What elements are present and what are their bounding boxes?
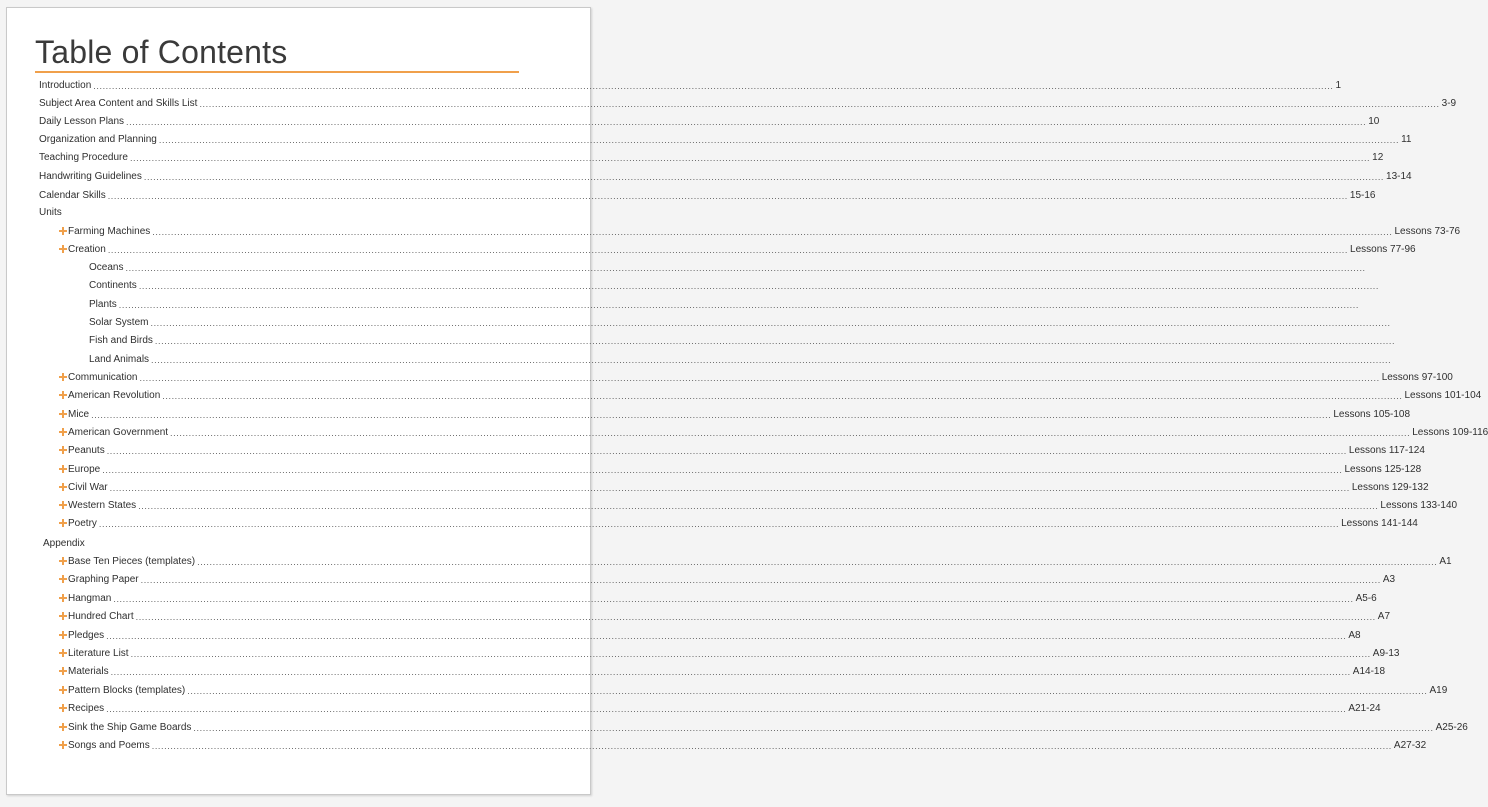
dot-leader: ................................................................................................................................................................................................................................................................................................................................................................................................................ bbox=[138, 281, 1380, 292]
dot-leader: ................................................................................................................................................................................................................................................................................................................................................................................................................ bbox=[91, 409, 1332, 420]
creation-subentry bbox=[77, 275, 1380, 292]
appendix-entry bbox=[59, 643, 1400, 659]
dot-leader: ................................................................................................................................................................................................................................................................................................................................................................................................................ bbox=[126, 117, 1367, 127]
entry-label: Solar System bbox=[89, 316, 149, 328]
unit-entry bbox=[59, 495, 1458, 512]
appendix-entry bbox=[59, 588, 1377, 604]
entry-label: Poetry bbox=[68, 518, 97, 530]
dot-leader: ................................................................................................................................................................................................................................................................................................................................................................................................................ bbox=[106, 446, 1347, 457]
dot-leader: ................................................................................................................................................................................................................................................................................................................................................................................................................ bbox=[193, 722, 1434, 733]
entry-label: Sink the Ship Game Boards bbox=[68, 721, 192, 733]
title-underline bbox=[35, 71, 519, 73]
dot-leader: ................................................................................................................................................................................................................................................................................................................................................................................................................ bbox=[113, 593, 1354, 604]
entry-page-number: A5-6 bbox=[1355, 592, 1377, 604]
entry-label: Hangman bbox=[68, 592, 112, 604]
dot-leader: ................................................................................................................................................................................................................................................................................................................................................................................................................ bbox=[197, 557, 1438, 567]
unit-entry bbox=[59, 221, 1461, 237]
appendix-entry bbox=[59, 551, 1452, 567]
unit-entry bbox=[59, 404, 1411, 420]
creation-subentry bbox=[77, 349, 1392, 365]
entry-page-number: A7 bbox=[1377, 611, 1391, 623]
dot-leader: ................................................................................................................................................................................................................................................................................................................................................................................................................ bbox=[140, 575, 1381, 586]
entry-label: Western States bbox=[68, 500, 137, 512]
dot-leader: ................................................................................................................................................................................................................................................................................................................................................................................................................ bbox=[106, 630, 1347, 641]
entry-label: Literature List bbox=[68, 648, 129, 659]
entry-label: American Government bbox=[68, 426, 169, 438]
entry-label: Teaching Procedure bbox=[39, 152, 128, 163]
toc-entry bbox=[39, 75, 1342, 91]
appendix-entry bbox=[59, 735, 1427, 751]
entry-label: Calendar Skills bbox=[39, 190, 106, 201]
appendix-entry bbox=[59, 680, 1448, 696]
appendix-entry bbox=[59, 717, 1468, 733]
entry-label: Peanuts bbox=[68, 445, 105, 457]
entry-page-number: Lessons 73-76 bbox=[1394, 226, 1461, 237]
dot-leader: ................................................................................................................................................................................................................................................................................................................................................................................................................ bbox=[129, 153, 1371, 163]
entry-page-number: 11 bbox=[1401, 134, 1412, 145]
dot-leader: ................................................................................................................................................................................................................................................................................................................................................................................................................ bbox=[130, 649, 1371, 659]
entry-label: Hundred Chart bbox=[68, 611, 134, 623]
entry-page-number: A14-18 bbox=[1352, 666, 1386, 678]
entry-label: Organization and Planning bbox=[39, 134, 157, 145]
entry-label: Recipes bbox=[68, 703, 105, 715]
dot-leader: ................................................................................................................................................................................................................................................................................................................................................................................................................ bbox=[151, 741, 1392, 751]
entry-page-number: A1 bbox=[1439, 556, 1452, 567]
entry-label: Base Ten Pieces (templates) bbox=[68, 556, 196, 567]
unit-entry bbox=[59, 459, 1422, 475]
dot-leader: ................................................................................................................................................................................................................................................................................................................................................................................................................ bbox=[118, 299, 1359, 310]
dot-leader: ................................................................................................................................................................................................................................................................................................................................................................................................................ bbox=[150, 317, 1391, 328]
entry-label: Subject Area Content and Skills List bbox=[39, 98, 198, 109]
entry-page-number: 3-9 bbox=[1441, 98, 1457, 109]
dot-leader: ................................................................................................................................................................................................................................................................................................................................................................................................................ bbox=[162, 391, 1403, 402]
unit-entry bbox=[59, 239, 1416, 255]
entry-label: Plants bbox=[89, 298, 117, 310]
entry-page-number: Lessons 97-100 bbox=[1381, 372, 1453, 383]
document-page bbox=[6, 7, 1488, 795]
dot-leader: ................................................................................................................................................................................................................................................................................................................................................................................................................ bbox=[98, 519, 1340, 530]
entry-page-number: Lessons 77-96 bbox=[1350, 244, 1416, 255]
entry-page-number: 10 bbox=[1368, 116, 1380, 127]
entry-label: Land Animals bbox=[89, 353, 150, 365]
dot-leader: ................................................................................................................................................................................................................................................................................................................................................................................................................ bbox=[187, 685, 1428, 696]
entry-page-number: 15-16 bbox=[1349, 190, 1376, 201]
entry-label: Handwriting Guidelines bbox=[39, 171, 142, 182]
dot-leader: ................................................................................................................................................................................................................................................................................................................................................................................................................ bbox=[143, 172, 1385, 182]
entry-label: Daily Lesson Plans bbox=[39, 116, 125, 127]
entry-page-number: Lessons 133-140 bbox=[1380, 500, 1458, 512]
entry-page-number: A21-24 bbox=[1348, 703, 1381, 715]
creation-subentry bbox=[77, 312, 1391, 328]
entry-label: Creation bbox=[68, 244, 106, 255]
entry-label: Europe bbox=[68, 463, 101, 475]
entry-label: Civil War bbox=[68, 481, 108, 493]
unit-entry bbox=[59, 513, 1418, 530]
appendix-entry bbox=[59, 569, 1396, 586]
creation-subentry bbox=[77, 294, 1359, 310]
entry-label: Pledges bbox=[68, 629, 105, 641]
entry-page-number: A27-32 bbox=[1393, 740, 1427, 751]
toc-entry bbox=[39, 166, 1412, 182]
toc-entry bbox=[39, 111, 1380, 127]
toc-entry bbox=[39, 93, 1457, 109]
entry-label: Materials bbox=[68, 666, 109, 678]
appendix-entry bbox=[59, 698, 1381, 715]
entry-page-number: 13-14 bbox=[1386, 171, 1412, 182]
dot-leader: ................................................................................................................................................................................................................................................................................................................................................................................................................ bbox=[135, 612, 1376, 623]
entry-page-number: A9-13 bbox=[1372, 648, 1400, 659]
dot-leader: ................................................................................................................................................................................................................................................................................................................................................................................................................ bbox=[110, 667, 1351, 678]
unit-entry bbox=[59, 440, 1425, 457]
dot-leader: ................................................................................................................................................................................................................................................................................................................................................................................................................ bbox=[125, 263, 1366, 273]
dot-leader: ................................................................................................................................................................................................................................................................................................................................................................................................................ bbox=[109, 482, 1350, 493]
entry-label: Songs and Poems bbox=[68, 740, 150, 751]
appendix-entry bbox=[59, 625, 1361, 641]
unit-entry bbox=[59, 477, 1429, 493]
entry-label: Continents bbox=[89, 280, 137, 292]
entry-page-number: Lessons 105-108 bbox=[1333, 408, 1411, 420]
entry-page-number: Lessons 125-128 bbox=[1344, 463, 1422, 475]
dot-leader: ................................................................................................................................................................................................................................................................................................................................................................................................................ bbox=[152, 227, 1393, 237]
entry-label: Communication bbox=[68, 372, 138, 383]
entry-label: Fish and Birds bbox=[89, 335, 153, 347]
entry-page-number: A25-26 bbox=[1435, 721, 1468, 733]
page-title: Table of Contents bbox=[35, 34, 288, 70]
entry-page-number: 12 bbox=[1372, 152, 1384, 163]
dot-leader: ................................................................................................................................................................................................................................................................................................................................................................................................................ bbox=[107, 245, 1349, 255]
entry-page-number: A8 bbox=[1348, 629, 1361, 641]
entry-page-number: A19 bbox=[1429, 684, 1448, 696]
toc-entry bbox=[39, 147, 1384, 163]
entry-page-number: Lessons 117-124 bbox=[1348, 445, 1425, 457]
toc-entry bbox=[39, 185, 1376, 201]
dot-leader: ................................................................................................................................................................................................................................................................................................................................................................................................................ bbox=[93, 81, 1334, 91]
entry-label: Introduction bbox=[39, 80, 92, 91]
dot-leader: ................................................................................................................................................................................................................................................................................................................................................................................................................ bbox=[102, 464, 1343, 475]
dot-leader: ................................................................................................................................................................................................................................................................................................................................................................................................................ bbox=[154, 336, 1396, 347]
dot-leader: ................................................................................................................................................................................................................................................................................................................................................................................................................ bbox=[106, 704, 1347, 715]
entry-page-number: Lessons 141-144 bbox=[1341, 518, 1418, 530]
entry-label: Mice bbox=[68, 408, 90, 420]
dot-leader: ................................................................................................................................................................................................................................................................................................................................................................................................................ bbox=[170, 427, 1411, 438]
toc-entry bbox=[39, 129, 1412, 145]
units-heading: Units bbox=[39, 207, 62, 218]
entry-page-number: A3 bbox=[1382, 574, 1396, 586]
entry-page-number: Lessons 109-116 bbox=[1412, 426, 1488, 438]
entry-label: Pattern Blocks (templates) bbox=[68, 684, 186, 696]
creation-subentry bbox=[77, 257, 1366, 273]
unit-entry bbox=[59, 385, 1482, 402]
entry-label: Graphing Paper bbox=[68, 574, 139, 586]
entry-label: Farming Machines bbox=[68, 226, 151, 237]
creation-subentry bbox=[77, 330, 1396, 347]
unit-entry bbox=[59, 422, 1488, 438]
unit-entry bbox=[59, 367, 1453, 383]
dot-leader: ................................................................................................................................................................................................................................................................................................................................................................................................................ bbox=[151, 354, 1392, 365]
entry-page-number: 1 bbox=[1335, 80, 1342, 91]
entry-page-number: Lessons 129-132 bbox=[1351, 481, 1429, 493]
dot-leader: ................................................................................................................................................................................................................................................................................................................................................................................................................ bbox=[107, 191, 1348, 201]
entry-page-number: Lessons 101-104 bbox=[1404, 390, 1482, 402]
entry-label: American Revolution bbox=[68, 390, 161, 402]
appendix-entry bbox=[59, 606, 1391, 623]
entry-label: Oceans bbox=[89, 262, 124, 273]
dot-leader: ................................................................................................................................................................................................................................................................................................................................................................................................................ bbox=[158, 135, 1400, 145]
appendix-entry bbox=[59, 661, 1386, 678]
dot-leader: ................................................................................................................................................................................................................................................................................................................................................................................................................ bbox=[199, 99, 1440, 109]
dot-leader: ................................................................................................................................................................................................................................................................................................................................................................................................................ bbox=[138, 501, 1379, 512]
appendix-heading: Appendix bbox=[43, 538, 85, 549]
dot-leader: ................................................................................................................................................................................................................................................................................................................................................................................................................ bbox=[139, 373, 1380, 383]
